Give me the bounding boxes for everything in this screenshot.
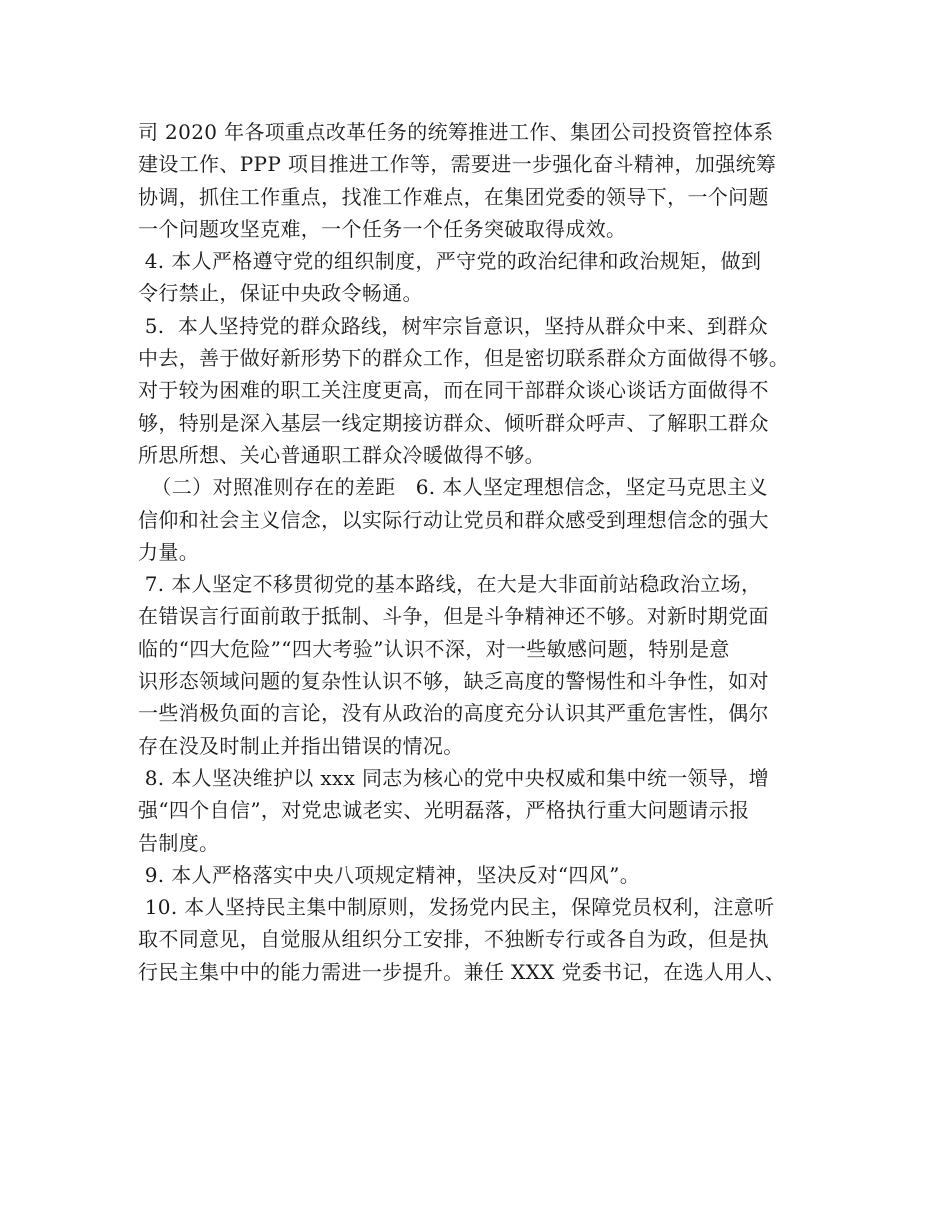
text-line: 存在没及时制止并指出错误的情况。 — [138, 733, 464, 758]
text-line: 取不同意见，自觉服从组织分工安排，不独断专行或各自为政，但是执 — [138, 927, 769, 952]
text-line: 所思所想、关心普通职工群众冷暖做得不够。 — [138, 442, 545, 467]
text-line: 9. 本人严格落实中央八项规定精神，坚决反对“四风”。 — [138, 862, 641, 887]
text-line: 够，特别是深入基层一线定期接访群众、倾听群众呼声、了解职工群众 — [138, 410, 769, 435]
text-line: 临的“四大危险”“四大考验”认识不深，对一些敏感问题，特别是意 — [138, 636, 730, 661]
text-line: 协调，抓住工作重点，找准工作难点，在集团党委的领导下，一个问题 — [138, 184, 769, 209]
text-line: 一些消极负面的言论，没有从政治的高度充分认识其严重危害性，偶尔 — [138, 701, 769, 726]
text-line: 4. 本人严格遵守党的组织制度，严守党的政治纪律和政治规矩，做到 — [138, 249, 762, 274]
text-line: 8. 本人坚决维护以 xxx 同志为核心的党中央权威和集中统一领导，增 — [138, 765, 769, 790]
text-line: 力量。 — [138, 539, 200, 564]
text-line: 信仰和社会主义信念，以实际行动让党员和群众感受到理想信念的强大 — [138, 507, 769, 532]
text-line: 令行禁止，保证中央政令畅通。 — [138, 281, 423, 306]
text-line: 10. 本人坚持民主集中制原则，发扬党内民主，保障党员权利，注意听 — [138, 895, 775, 920]
text-line: 7. 本人坚定不移贯彻党的基本路线，在大是大非面前站稳政治立场， — [138, 572, 762, 597]
text-line: 强“四个自信”，对党忠诚老实、光明磊落，严格执行重大问题请示报 — [138, 798, 750, 823]
text-line: 一个问题攻坚克难，一个任务一个任务突破取得成效。 — [138, 216, 627, 241]
text-line: 行民主集中中的能力需进一步提升。兼任 XXX 党委书记，在选人用人、 — [138, 959, 786, 984]
text-line: 在错误言行面前敢于抵制、斗争，但是斗争精神还不够。对新时期党面 — [138, 604, 769, 629]
text-line: 识形态领域问题的复杂性认识不够，缺乏高度的警惕性和斗争性，如对 — [138, 669, 769, 694]
text-line: （二）对照准则存在的差距 6. 本人坚定理想信念，坚定马克思主义 — [138, 475, 768, 500]
text-line: 中去，善于做好新形势下的群众工作，但是密切联系群众方面做得不够。 — [138, 346, 790, 371]
text-line: 对于较为困难的职工关注度更高，而在同干部群众谈心谈话方面做得不 — [138, 378, 769, 403]
document-body — [138, 116, 828, 988]
text-line: 建设工作、PPP 项目推进工作等，需要进一步强化奋斗精神，加强统筹 — [138, 152, 777, 177]
text-line: 司 2020 年各项重点改革任务的统筹推进工作、集团公司投资管控体系 — [138, 120, 774, 144]
text-line: 5. 本人坚持党的群众路线，树牢宗旨意识，坚持从群众中来、到群众 — [138, 313, 769, 338]
text-line: 告制度。 — [138, 830, 220, 855]
